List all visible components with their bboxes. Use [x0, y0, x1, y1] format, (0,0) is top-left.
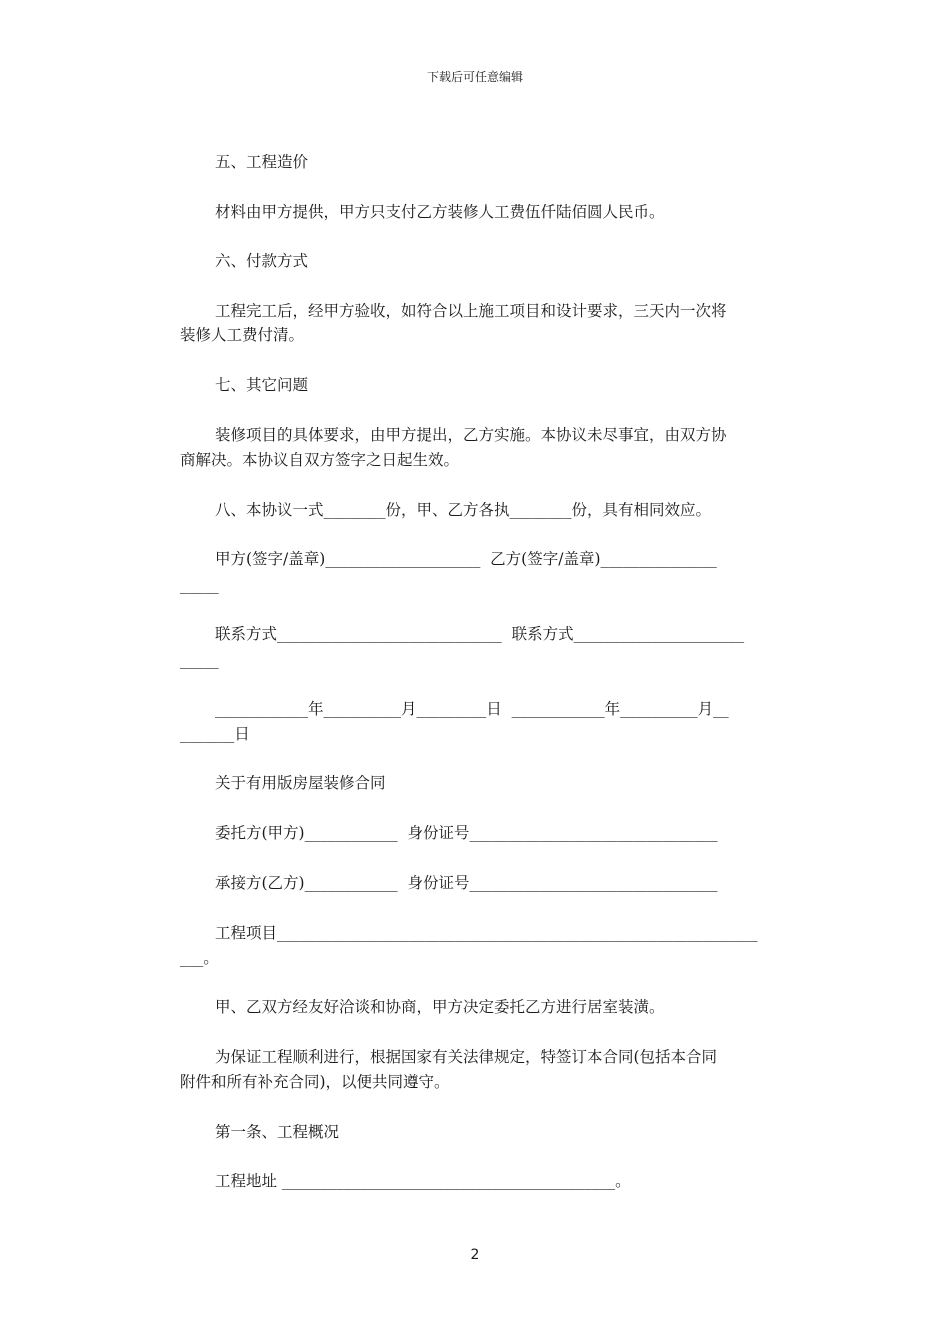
- signature-line-cont: _____: [180, 576, 219, 594]
- project-line-cont: ___。: [180, 949, 219, 967]
- contact-line: 联系方式_____________________________ 联系方式______________________: [215, 625, 745, 643]
- signature-line: 甲方(签字/盖章)____________________ 乙方(签字/盖章)_______________: [215, 550, 717, 568]
- date-line: ____________年__________月_________日 ____________年__________月__: [215, 700, 729, 718]
- paragraph-line: 材料由甲方提供，甲方只支付乙方装修人工费伍仟陆佰圆人民币。: [215, 203, 665, 221]
- section-heading-payment: 六、付款方式: [215, 252, 309, 270]
- address-line: 工程地址 ___________________________________________。: [215, 1172, 631, 1190]
- party-b-line: 承接方(乙方)____________ 身份证号________________________________: [215, 874, 718, 892]
- page-header-note: 下载后可任意编辑: [426, 70, 523, 84]
- paragraph-line: 装修项目的具体要求，由甲方提出，乙方实施。本协议未尽事宜，由双方协: [215, 426, 727, 444]
- party-a-line: 委托方(甲方)____________ 身份证号________________________________: [215, 824, 718, 842]
- contact-line-cont: _____: [180, 651, 219, 669]
- paragraph-line: 甲、乙双方经友好洽谈和协商，甲方决定委托乙方进行居室装潢。: [215, 998, 665, 1016]
- paragraph-line: 为保证工程顺利进行，根据国家有关法律规定，特签订本合同(包括本合同: [215, 1048, 718, 1066]
- date-line-cont: _______日: [180, 725, 250, 743]
- paragraph-line: 装修人工费付清。: [180, 326, 305, 344]
- contract-title: 关于有用版房屋装修合同: [215, 774, 386, 792]
- paragraph-line: 商解决。本协议自双方签字之日起生效。: [180, 451, 460, 469]
- section-heading-cost: 五、工程造价: [215, 153, 309, 171]
- paragraph-line: 附件和所有补充合同)，以便共同遵守。: [180, 1073, 450, 1091]
- project-line: 工程项目______________________________________________________________: [215, 924, 758, 942]
- section-heading-other: 七、其它问题: [215, 376, 309, 394]
- copies-line: 八、本协议一式________份，甲、乙方各执________份，具有相同效应。: [215, 501, 712, 519]
- page-number: 2: [470, 1247, 480, 1263]
- article-heading: 第一条、工程概况: [215, 1123, 340, 1141]
- paragraph-line: 工程完工后，经甲方验收，如符合以上施工项目和设计要求，三天内一次将: [215, 302, 727, 320]
